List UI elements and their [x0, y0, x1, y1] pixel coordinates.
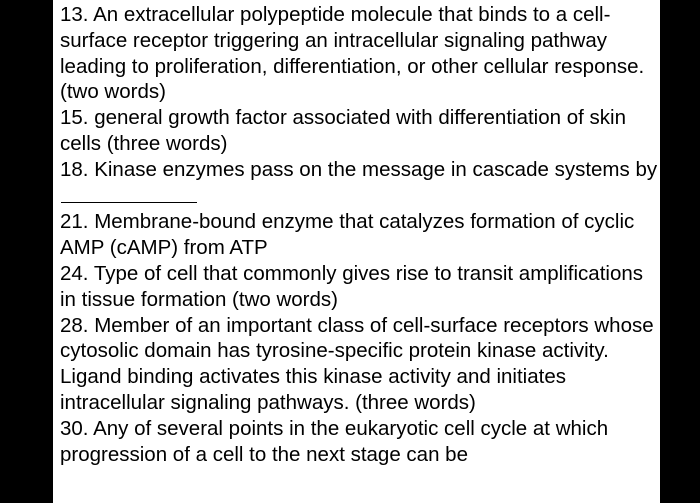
clue-number: 21.: [60, 210, 89, 234]
clue-text: Kinase enzymes pass on the message in cascade systems by: [94, 157, 658, 181]
document-page: [53, 0, 660, 503]
clue-24: [60, 261, 658, 313]
clue-text: Any of several points in the eukaryotic cell cycle at which progression of a cell to the next stage can be: [60, 416, 609, 466]
clue-15: [60, 105, 658, 157]
clue-28: [60, 313, 658, 416]
clue-number: 30.: [60, 416, 89, 440]
clue-21: [60, 209, 658, 261]
clue-number: 18.: [60, 157, 89, 181]
clue-number: 13.: [60, 3, 89, 26]
clue-30: [60, 416, 658, 468]
clue-text: An extracellular polypeptide molecule that binds to a cell-surface receptor triggering an intracellular signaling pathway leading to proliferation, differentiation, or other cellular response. (two words): [60, 3, 645, 104]
clue-number: 24.: [60, 261, 89, 285]
clue-18: [60, 157, 658, 210]
clue-list: [60, 2, 658, 467]
clue-number: 15.: [60, 106, 89, 130]
clue-text: general growth factor associated with differentiation of skin cells (three words): [60, 106, 626, 155]
clue-number: 28.: [60, 313, 89, 337]
clue-13: [60, 2, 658, 105]
clue-text: Member of an important class of cell-surface receptors whose cytosolic domain has tyrosine-specific protein kinase activity. Ligand binding activates this kinase activity and initiates intracellular signaling pathways. (three words): [60, 313, 654, 414]
clue-text: Type of cell that commonly gives rise to transit amplifications in tissue formation (two words): [60, 261, 643, 311]
clue-text: Membrane-bound enzyme that catalyzes formation of cyclic AMP (cAMP) from ATP: [60, 210, 635, 260]
answer-blank-line: [61, 183, 197, 203]
